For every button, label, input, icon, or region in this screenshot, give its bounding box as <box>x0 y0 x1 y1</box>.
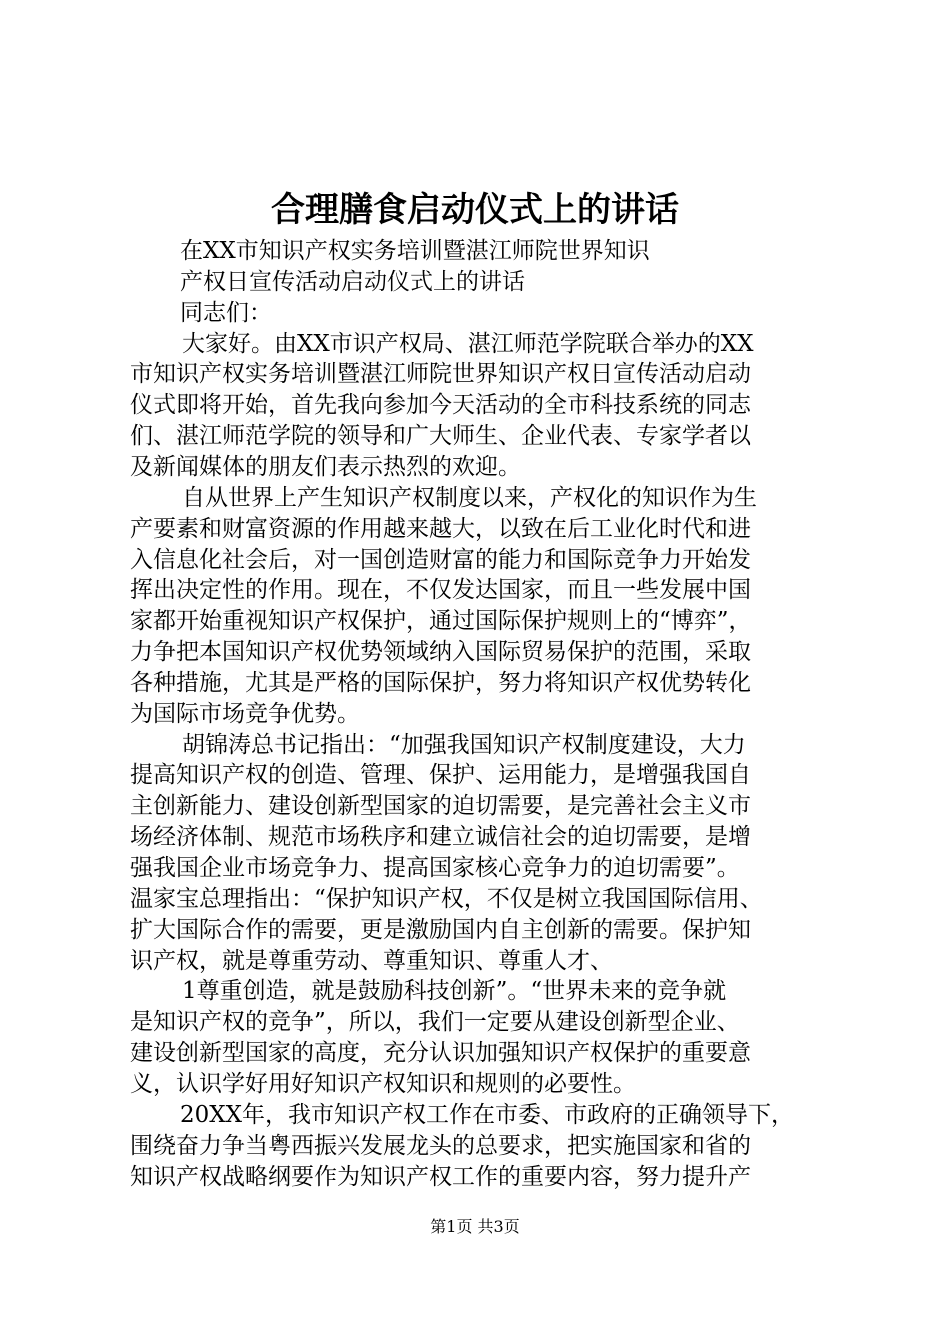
text-line: 建设创新型国家的高度，充分认识加强知识产权保护的重要意 <box>130 1040 751 1067</box>
text-line: 产要素和财富资源的作用越来越大，以致在后工业化时代和进 <box>130 515 751 542</box>
text-line: 家都开始重视知识产权保护，通过国际保护规则上的“博弈”， <box>130 608 752 635</box>
text-line: 自从世界上产生知识产权制度以来，产权化的知识作为生 <box>182 484 757 511</box>
text-line: 义，认识学好用好知识产权知识和规则的必要性。 <box>130 1070 636 1097</box>
text-line: 仪式即将开始，首先我向参加今天活动的全市科技系统的同志 <box>130 392 751 419</box>
text-line: 产权日宣传活动启动仪式上的讲话 <box>180 268 525 295</box>
text-line: 为国际市场竞争优势。 <box>130 700 360 727</box>
text-line: 扩大国际合作的需要，更是激励国内自主创新的需要。保护知 <box>130 916 751 943</box>
text-line: 们、湛江师范学院的领导和广大师生、企业代表、专家学者以 <box>130 423 751 450</box>
text-line: 提高知识产权的创造、管理、保护、运用能力，是增强我国自 <box>130 762 751 789</box>
text-line: 胡锦涛总书记指出：“加强我国知识产权制度建设，大力 <box>182 731 746 758</box>
text-line: 力争把本国知识产权优势领域纳入国际贸易保护的范围，采取 <box>130 639 751 666</box>
text-line: 场经济体制、规范市场秩序和建立诚信社会的迫切需要，是增 <box>130 824 751 851</box>
document-title: 合理膳食启动仪式上的讲话 <box>271 190 679 230</box>
text-line: 20XX年，我市知识产权工作在市委、市政府的正确领导下， <box>180 1101 795 1128</box>
text-line: 温家宝总理指出：“保护知识产权，不仅是树立我国国际信用、 <box>130 885 763 912</box>
text-line: 同志们： <box>180 299 272 326</box>
text-line: 各种措施，尤其是严格的国际保护，努力将知识产权优势转化 <box>130 669 751 696</box>
page-footer: 第1页 共3页 <box>430 1217 520 1236</box>
text-line: 大家好。由XX市识产权局、湛江师范学院联合举办的XX <box>182 330 754 357</box>
text-line: 围绕奋力争当粤西振兴发展龙头的总要求，把实施国家和省的 <box>130 1132 751 1159</box>
text-line: 及新闻媒体的朋友们表示热烈的欢迎。 <box>130 453 521 480</box>
text-line: 挥出决定性的作用。现在，不仅发达国家，而且一些发展中国 <box>130 577 751 604</box>
text-line: 主创新能力、建设创新型国家的迫切需要，是完善社会主义市 <box>130 793 751 820</box>
text-line: 是知识产权的竞争”，所以，我们一定要从建设创新型企业、 <box>130 1009 740 1036</box>
text-line: 市知识产权实务培训暨湛江师院世界知识产权日宣传活动启动 <box>130 361 751 388</box>
text-line: 知识产权战略纲要作为知识产权工作的重要内容，努力提升产 <box>130 1163 751 1190</box>
text-line: 1尊重创造，就是鼓励科技创新”。“世界未来的竞争就 <box>182 978 727 1005</box>
text-line: 在XX市知识产权实务培训暨湛江师院世界知识 <box>180 238 650 264</box>
text-line: 强我国企业市场竞争力、提高国家核心竞争力的迫切需要”。 <box>130 855 740 881</box>
text-line: 入信息化社会后，对一国创造财富的能力和国际竞争力开始发 <box>130 546 751 573</box>
text-line: 识产权，就是尊重劳动、尊重知识、尊重人才、 <box>130 947 613 974</box>
